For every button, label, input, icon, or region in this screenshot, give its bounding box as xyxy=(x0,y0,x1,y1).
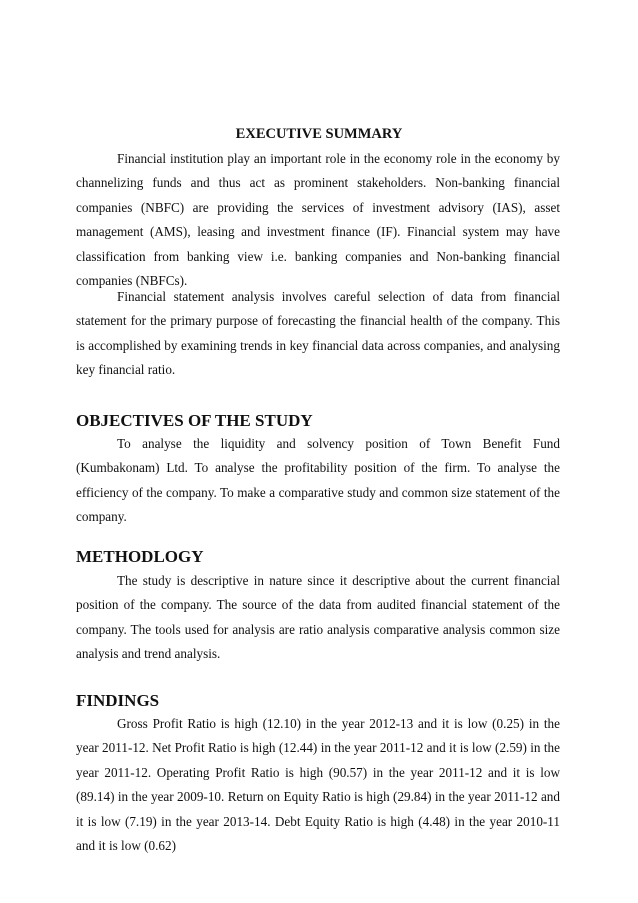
findings-paragraph: Gross Profit Ratio is high (12.10) in the year 2012-13 and it is low (0.25) in the year 2011-12. Net Profit Ratio is high (12.44) in the year 2011-12 and it is low (2.59) in the year 2011-12. Operating Profit Ratio is high (90.57) in the year 2011-12 and it is low (89.14) in the year 2009-10. Return on Equity Ratio is high (29.84) in the year 2011-12 and it is low (7.19) in the year 2013-14. Debt Equity Ratio is high (4.48) in the year 2010-11 and it is low (0.62) xyxy=(76,716,560,854)
objectives-paragraph: To analyse the liquidity and solvency position of Town Benefit Fund (Kumbakonam) Ltd. To analyse the profitability position of the firm. To analyse the efficiency of the company. To make a comparative study and common size statement of the company. xyxy=(76,436,560,525)
summary-paragraph-1: Financial institution play an important role in the economy role in the economy by channelizing funds and thus act as prominent stakeholders. Non-banking financial companies (NBFC) are providing the services of investment advisory (IAS), asset management (AMS), leasing and investment finance (IF). Financial system may have classification from banking view i.e. banking companies and Non-banking financial companies (NBFCs). xyxy=(76,151,560,289)
methodology-paragraph: The study is descriptive in nature since it descriptive about the current financial position of the company. The source of the data from audited financial statement of the company. The tools used for analysis are ratio analysis comparative analysis common size analysis and trend analysis. xyxy=(76,573,560,662)
summary-paragraph-2: Financial statement analysis involves careful selection of data from financial statement for the primary purpose of forecasting the financial health of the company. This is accomplished by examining trends in key financial data across companies, and analysing key financial ratio. xyxy=(76,289,560,378)
executive-summary-title: EXECUTIVE SUMMARY xyxy=(235,126,403,142)
findings-heading: FINDINGS xyxy=(76,691,160,710)
methodology-heading: METHODLOGY xyxy=(76,547,204,566)
objectives-heading: OBJECTIVES OF THE STUDY xyxy=(76,411,313,430)
